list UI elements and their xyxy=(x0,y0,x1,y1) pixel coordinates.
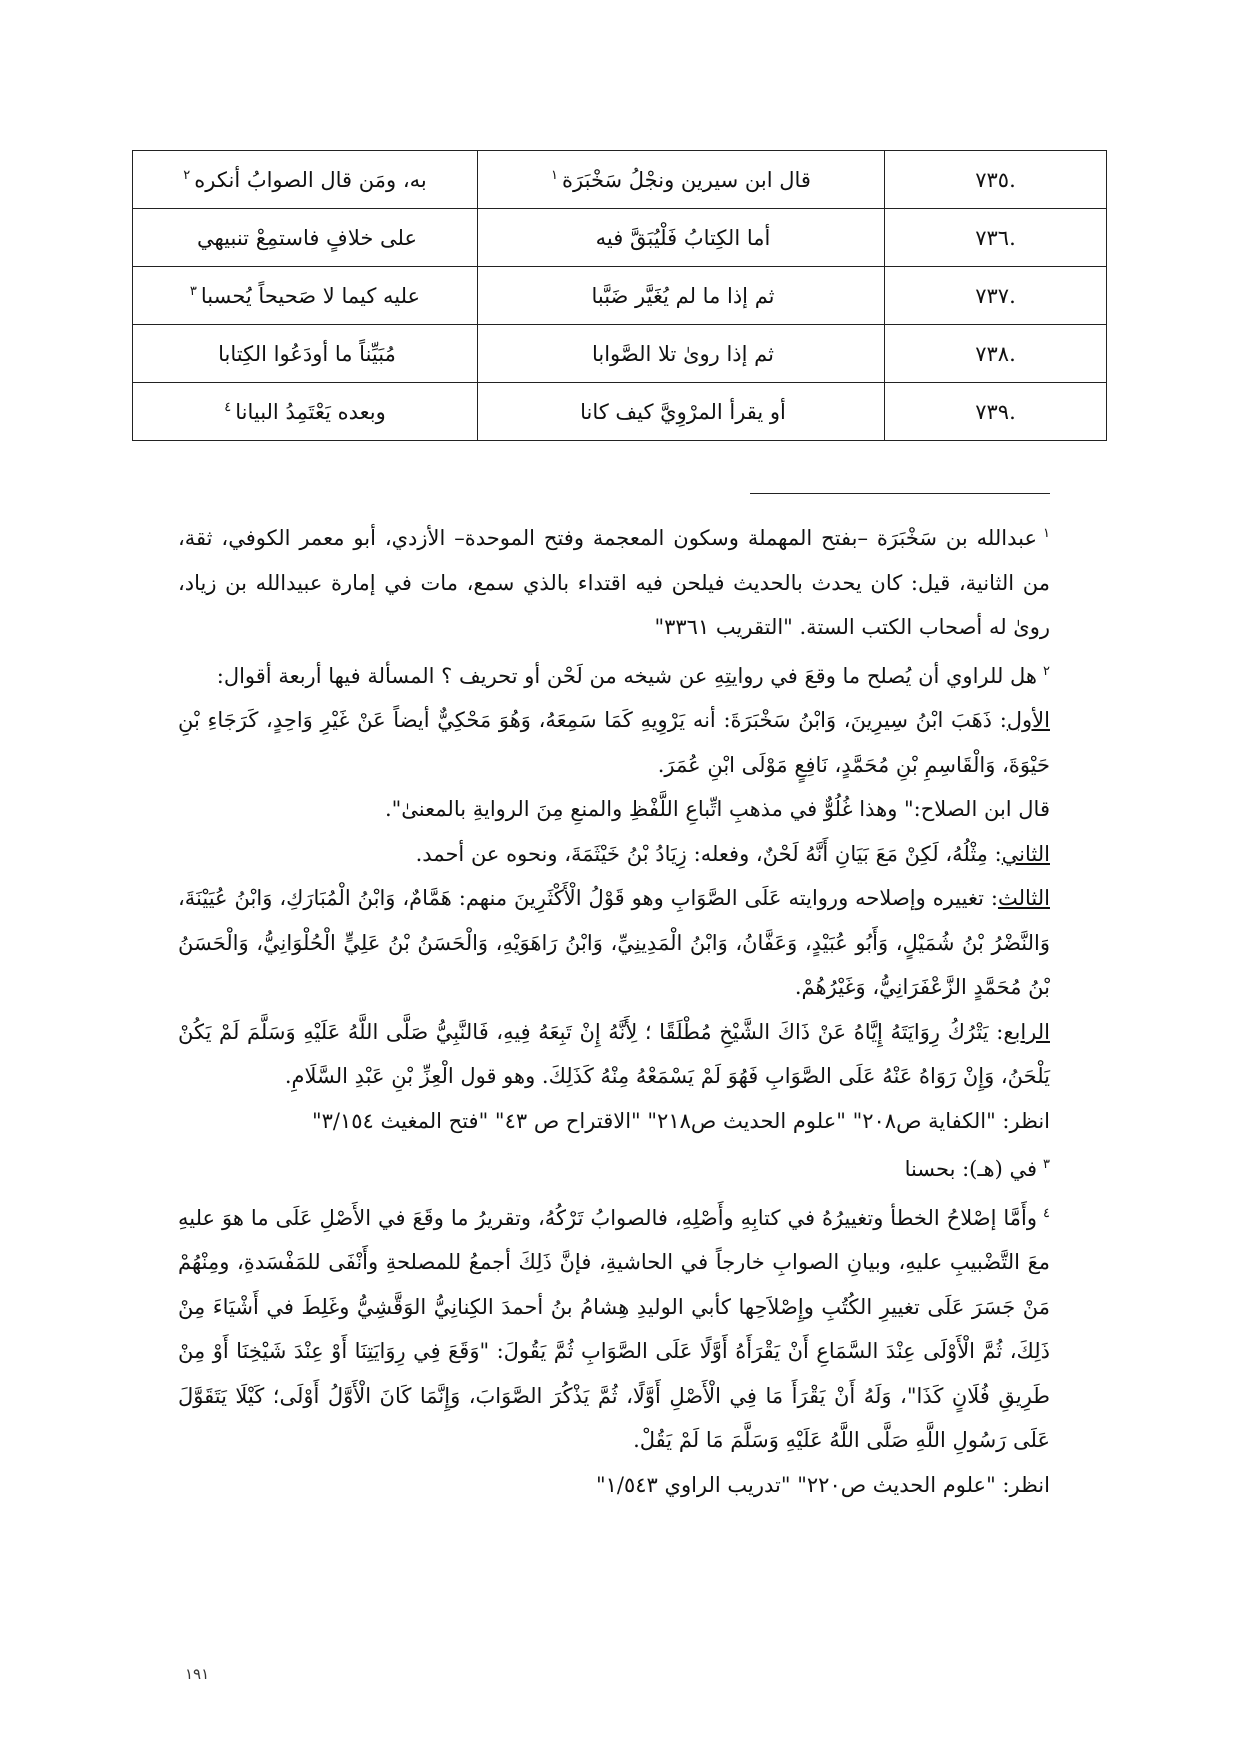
footnote-text: في (هـ): بحسنا xyxy=(904,1157,1038,1181)
footnote-ref: ٣ xyxy=(189,283,197,299)
opinion-text: : يَتْرُكُ رِوَايَتَهُ إِيَّاهُ عَنْ ذَاكَ الشَّيْخِ مُطْلَقًا ؛ لِأَنَّهُ إِنْ تَبِعَهُ فِيهِ، فَالنَّبِيُّ صَلَّى اللَّهُ عَلَيْهِ وَسَلَّمَ لَمْ يَكُنْ يَلْحَنُ، وَإِنْ رَوَاهُ عَنْهُ عَلَى الصَّوَابِ فَهُوَ لَمْ يَسْمَعْهُ مِنْهُ كَذَلِكَ. وهو قول الْعِزِّ بْنِ عَبْدِ السَّلَامِ. xyxy=(178,1019,1050,1088)
footnote-4-references: انظر: "علوم الحديث ص٢٢٠" "تدريب الراوي ١/٥٤٣" xyxy=(595,1472,1050,1497)
opinion-text: : مِثْلُهُ، لَكِنْ مَعَ بَيَانِ أَنَّهُ لَحْنٌ، وفعله: زِيَادُ بْنُ خَيْثَمَةَ، ونحوه عن أحمد. xyxy=(415,841,1002,866)
verse-text: وبعده يَعْتَمِدُ البيانا xyxy=(235,399,386,424)
verse-text: ثم إذا روىٰ تلا الصَّوابا xyxy=(591,341,774,366)
verse-first-hemistich xyxy=(478,267,885,325)
ibn-salah-quote: قال ابن الصلاح:" وهذا غُلُوٌّ في مذهبِ اتِّباعِ اللَّفْظِ والمنعِ مِنَ الروايةِ بالمعنىٰ". xyxy=(384,797,1050,821)
verse-text: أو يقرأ المرْوِيَّ كيف كانا xyxy=(580,399,786,424)
verse-text: به، ومَن قال الصوابُ أنكره xyxy=(194,167,427,192)
table-row xyxy=(133,325,1107,383)
footnote-mark: ٢ xyxy=(1043,663,1050,679)
table-row xyxy=(133,151,1107,209)
table-row xyxy=(133,209,1107,267)
verse-text: عليه كيما لا صَحيحاً يُحسبا xyxy=(200,283,421,308)
footnotes xyxy=(178,512,1050,1507)
footnote-mark: ٣ xyxy=(1043,1157,1050,1172)
verse-first-hemistich xyxy=(478,383,885,441)
verse-text: قال ابن سيرين ونجْلُ سَخْبَرَة xyxy=(562,167,811,192)
opinion-label: الرابع xyxy=(1003,1019,1050,1044)
verse-number: .٧٣٦ xyxy=(885,209,1107,267)
verse-text: على خلافٍ فاستمِعْ تنبيهي xyxy=(196,225,418,250)
footnote-text: هل للراوي أن يُصلح ما وقعَ في روايتِهِ عن شيخه من لَحْن أو تحريف ؟ المسألة فيها أربعة أقوال: xyxy=(216,663,1038,688)
verse-second-hemistich xyxy=(133,151,478,209)
opinion-label: الثاني xyxy=(1001,841,1050,866)
opinion-second xyxy=(178,832,1050,877)
footnote-4 xyxy=(178,1192,1050,1463)
opinion-text: : تغييره وإصلاحه وروايته عَلَى الصَّوَابِ وهو قَوْلُ الْأَكْثَرِينَ منهم: هَمَّامٌ، وَابْنُ الْمُبَارَكِ، وَابْنُ عُيَيْنَةَ، وَالنَّضْرُ بْنُ شُمَيْلٍ، وَأَبُو عُبَيْدٍ، وَعَفَّانُ، وَابْنُ الْمَدِينِيِّ، وَابْنُ رَاهَوَيْهِ، وَالْحَسَنُ بْنُ عَلِيٍّ الْحُلْوَانِيُّ، وَالْحَسَنُ بْنُ مُحَمَّدٍ الزَّعْفَرَانِيُّ، وَغَيْرُهُمْ. xyxy=(178,886,1050,999)
verse-number: .٧٣٥ xyxy=(885,151,1107,209)
page-number: ١٩١ xyxy=(185,1665,210,1683)
verse-table xyxy=(132,150,1107,441)
verse-second-hemistich xyxy=(133,267,478,325)
verse-number: .٧٣٧ xyxy=(885,267,1107,325)
footnote-1 xyxy=(178,512,1050,650)
opinion-label: الأول xyxy=(1006,708,1050,732)
footnote-mark: ١ xyxy=(1043,526,1050,541)
opinion-text: : ذَهَبَ ابْنُ سِيرِينَ، وَابْنُ سَخْبَرَةَ: أنه يَرْوِيهِ كَمَا سَمِعَهُ، وَهُوَ مَحْكِيٌّ أيضاً عَنْ غَيْرِ وَاحِدٍ، كَرَجَاءِ بْنِ حَيْوَةَ، وَالْقَاسِمِ بْنِ مُحَمَّدٍ، نَافِعٍ مَوْلَى ابْنِ عُمَرَ. xyxy=(178,708,1050,777)
footnote-2 xyxy=(178,650,1050,699)
footnote-text: وأَمَّا إصْلاحُ الخطأ وتغييرُهُ في كتابِهِ وأَصْلِهِ، فالصوابُ تَرْكُهُ، وتقريرُ ما وقَعَ في الأَصْلِ عَلَى ما هوَ عليهِ معَ التَّضْبيبِ عليهِ، وبيانِ الصوابِ خارجاً في الحاشيةِ، فإنَّ ذَلِكَ أجمعُ للمصلحةِ وأَنْفَى للمَفْسَدةِ، ومِنْهُمْ مَنْ جَسَرَ عَلَى تغييرِ الكُتُبِ وإِصْلاَحِها كأبي الوليدِ هِشامُ بنُ أحمدَ الكِنانِيُّ الوَقَّشِيُّ وغَلِطَ في أَشْيَاءَ مِنْ ذَلِكَ، ثُمَّ الْأَوْلَى عِنْدَ السَّمَاعِ أَنْ يَقْرَأَهُ أَوَّلًا عَلَى الصَّوَابِ ثُمَّ يَقُولَ: "وَقَعَ فِي رِوَايَتِنَا أَوْ عِنْدَ شَيْخِنَا أَوْ مِنْ طَرِيقِ فُلَانٍ كَذَا"، وَلَهُ أَنْ يَقْرَأَ مَا فِي الْأَصْلِ أَوَّلًا، ثُمَّ يَذْكُرَ الصَّوَابَ، وَإِنَّمَا كَانَ الْأَوَّلُ أَوْلَى؛ كَيْلَا يَتَقَوَّلَ عَلَى رَسُولِ اللَّهِ صَلَّى اللَّهُ عَلَيْهِ وَسَلَّمَ مَا لَمْ يَقُلْ. xyxy=(178,1205,1050,1452)
verse-number: .٧٣٨ xyxy=(885,325,1107,383)
footnote-text: عبدالله بن سَخْبَرَة –بفتح المهملة وسكون المعجمة وفتح الموحدة– الأزدي، أبو معمر الكوفي، ثقة، من الثانية، قيل: كان يحدث بالحديث فيلحن فيه اقتداء بالذي سمع، مات في إمارة عبيدالله بن زياد، روىٰ له أصحاب الكتب الستة. "التقريب ٣٣٦١" xyxy=(178,526,1050,639)
footnote-ref: ٤ xyxy=(224,399,232,415)
footnote-ref: ٢ xyxy=(183,167,191,183)
table-row xyxy=(133,267,1107,325)
opinion-label: الثالث xyxy=(998,886,1050,910)
footnote-ref: ١ xyxy=(551,167,559,183)
verse-second-hemistich xyxy=(133,209,478,267)
opinion-third xyxy=(178,876,1050,1010)
verse-text: ثم إذا ما لم يُغَيَّر ضَبَّبا xyxy=(591,283,775,308)
footnote-3 xyxy=(178,1143,1050,1192)
verse-text: أما الكِتابُ فَلْيُبَقَّ فيه xyxy=(595,225,771,250)
opinion-first xyxy=(178,698,1050,787)
verse-number: .٧٣٩ xyxy=(885,383,1107,441)
footnote-separator xyxy=(750,493,1050,494)
opinion-fourth xyxy=(178,1010,1050,1099)
verse-second-hemistich xyxy=(133,325,478,383)
table-row xyxy=(133,383,1107,441)
verse-text: مُبَيِّناً ما أودَعُوا الكِتابا xyxy=(218,341,396,366)
verse-first-hemistich xyxy=(478,151,885,209)
verse-first-hemistich xyxy=(478,209,885,267)
verse-first-hemistich xyxy=(478,325,885,383)
footnote-2-references: انظر: "الكفاية ص٢٠٨" "علوم الحديث ص٢١٨" "الاقتراح ص ٤٣" "فتح المغيث ٣/١٥٤" xyxy=(311,1108,1050,1133)
verse-second-hemistich xyxy=(133,383,478,441)
footnote-mark: ٤ xyxy=(1043,1205,1050,1221)
